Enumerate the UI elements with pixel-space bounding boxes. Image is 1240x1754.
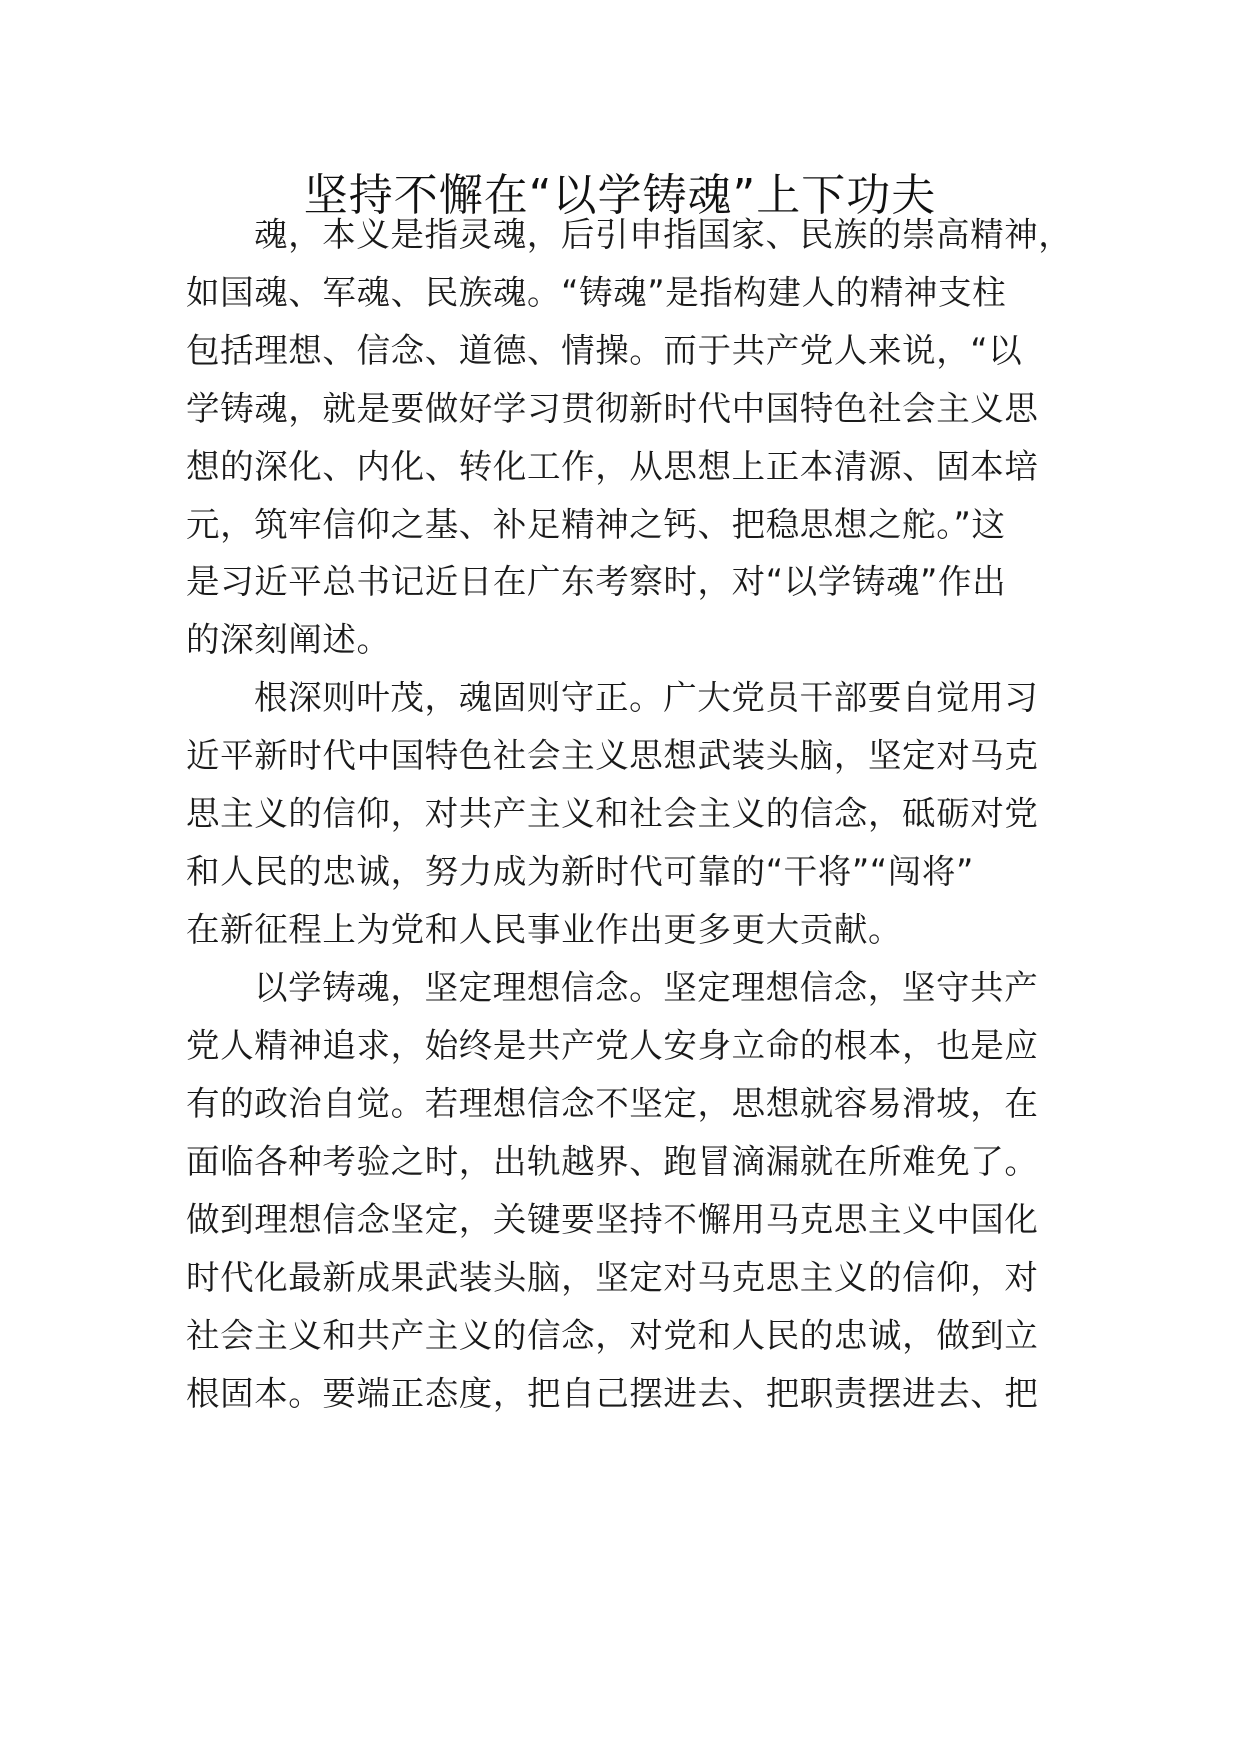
text-line: 社会主义和共产主义的信念，对党和人民的忠诚，做到立 bbox=[186, 1316, 1039, 1355]
text-line: 的深刻阐述。 bbox=[186, 620, 391, 659]
text-line: 在新征程上为党和人民事业作出更多更大贡献。 bbox=[186, 910, 903, 949]
text-line: 魂，本义是指灵魂，后引申指国家、民族的崇高精神， bbox=[254, 215, 1073, 254]
text-line: 以学铸魂，坚定理想信念。坚定理想信念，坚守共产 bbox=[254, 968, 1039, 1007]
text-line: 根深则叶茂，魂固则守正。广大党员干部要自觉用习 bbox=[254, 678, 1039, 717]
text-line: 党人精神追求，始终是共产党人安身立命的根本，也是应 bbox=[186, 1026, 1039, 1065]
document-title: 坚持不懈在“以学铸魂”上下功夫 bbox=[303, 170, 937, 221]
text-line: 近平新时代中国特色社会主义思想武装头脑，坚定对马克 bbox=[186, 736, 1039, 775]
text-line: 如国魂、军魂、民族魂。“铸魂”是指构建人的精神支柱 bbox=[186, 273, 1007, 312]
text-line: 想的深化、内化、转化工作，从思想上正本清源、固本培 bbox=[186, 447, 1039, 486]
text-line: 元，筑牢信仰之基、补足精神之钙、把稳思想之舵。”这 bbox=[186, 505, 1006, 544]
text-line: 做到理想信念坚定，关键要坚持不懈用马克思主义中国化 bbox=[186, 1200, 1039, 1239]
text-line: 和人民的忠诚，努力成为新时代可靠的“干将”“闯将” bbox=[186, 852, 974, 891]
text-line: 时代化最新成果武装头脑，坚定对马克思主义的信仰，对 bbox=[186, 1258, 1039, 1297]
text-line: 是习近平总书记近日在广东考察时，对“以学铸魂”作出 bbox=[186, 562, 1007, 601]
text-line: 根固本。要端正态度，把自己摆进去、把职责摆进去、把 bbox=[186, 1374, 1039, 1413]
text-line: 思主义的信仰，对共产主义和社会主义的信念，砥砺对党 bbox=[186, 794, 1039, 833]
text-line: 面临各种考验之时，出轨越界、跑冒滴漏就在所难免了。 bbox=[186, 1142, 1039, 1181]
text-line: 包括理想、信念、道德、情操。而于共产党人来说，“以 bbox=[186, 331, 1023, 370]
text-line: 学铸魂，就是要做好学习贯彻新时代中国特色社会主义思 bbox=[186, 389, 1039, 428]
text-line: 有的政治自觉。若理想信念不坚定，思想就容易滑坡，在 bbox=[186, 1084, 1039, 1123]
